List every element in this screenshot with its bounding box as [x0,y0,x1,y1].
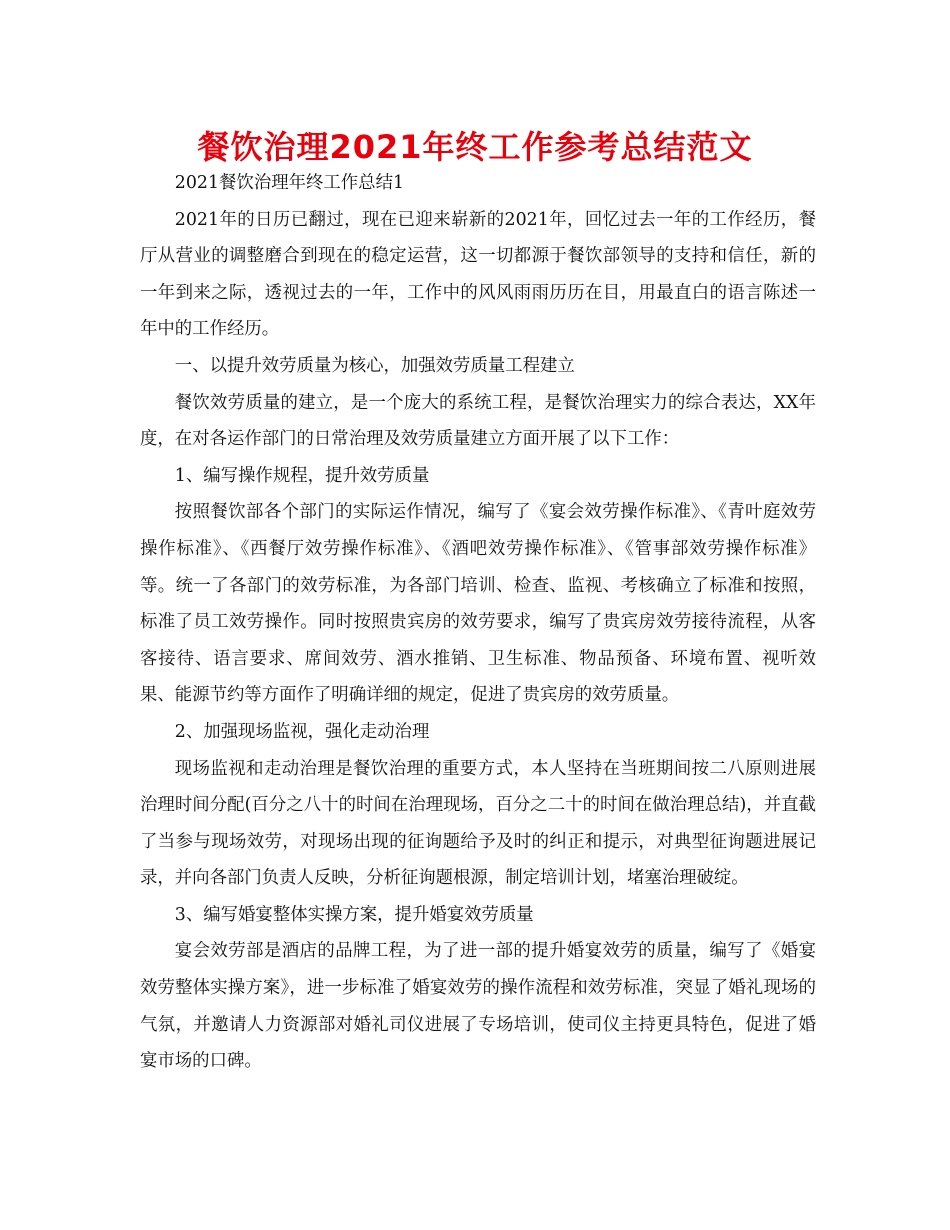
subheading-1: 1、编写操作规程，提升效劳质量 [174,465,430,486]
paragraph-intro: 2021年的日历已翻过，现在已迎来崭新的2021年，回忆过去一年的工作经历，餐厅从营业的调整磨合到现在的稳定运营，这一切都源于餐饮部领导的支持和信任，新的一年到来之际，透视过去的一年，工作中的风风雨雨历历在目，用最直白的语言陈述一年中的工作经历。 [140,209,816,340]
document-body [140,165,816,1080]
section-heading-1: 一、以提升效劳质量为核心，加强效劳质量工程建立 [174,355,575,376]
subheading-2: 2、加强现场监视，强化走动治理 [174,721,430,742]
paragraph-section-1: 餐饮效劳质量的建立，是一个庞大的系统工程，是餐饮治理实力的综合表达，XX年度，在对各运作部门的日常治理及效劳质量建立方面开展了以下工作： [140,392,816,450]
paragraph-subheading-1: 按照餐饮部各个部门的实际运作情况，编写了《宴会效劳操作标准》、《青叶庭效劳操作标准》、《西餐厅效劳操作标准》、《酒吧效劳操作标准》、《管事部效劳操作标准》等。统一了各部门的效劳标准，为各部门培训、检查、监视、考核确立了标准和按照，标准了员工效劳操作。同时按照贵宾房的效劳要求，编写了贵宾房效劳接待流程，从客客接待、语言要求、席间效劳、酒水推销、卫生标准、物品预备、环境布置、视听效果、能源节约等方面作了明确详细的规定，促进了贵宾房的效劳质量。 [140,502,816,706]
document-title: 餐饮治理2021年终工作参考总结范文 [197,128,753,166]
subheading-3: 3、编写婚宴整体实操方案，提升婚宴效劳质量 [174,904,534,925]
subtitle: 2021餐饮治理年终工作总结1 [174,173,405,193]
paragraph-subheading-3: 宴会效劳部是酒店的品牌工程，为了进一部的提升婚宴效劳的质量，编写了《婚宴效劳整体实操方案》，进一步标准了婚宴效劳的操作流程和效劳标准，突显了婚礼现场的气氛，并邀请人力资源部对婚礼司仪进展了专场培训，使司仪主持更具特色，促进了婚宴市场的口碑。 [140,941,816,1072]
paragraph-subheading-2: 现场监视和走动治理是餐饮治理的重要方式，本人坚持在当班期间按二八原则进展治理时间分配(百分之八十的时间在治理现场，百分之二十的时间在做治理总结)，并直截了当参与现场效劳，对现场出现的征询题给予及时的纠正和提示，对典型征询题进展记录，并向各部门负责人反映，分析征询题根源，制定培训计划，堵塞治理破绽。 [140,758,816,889]
